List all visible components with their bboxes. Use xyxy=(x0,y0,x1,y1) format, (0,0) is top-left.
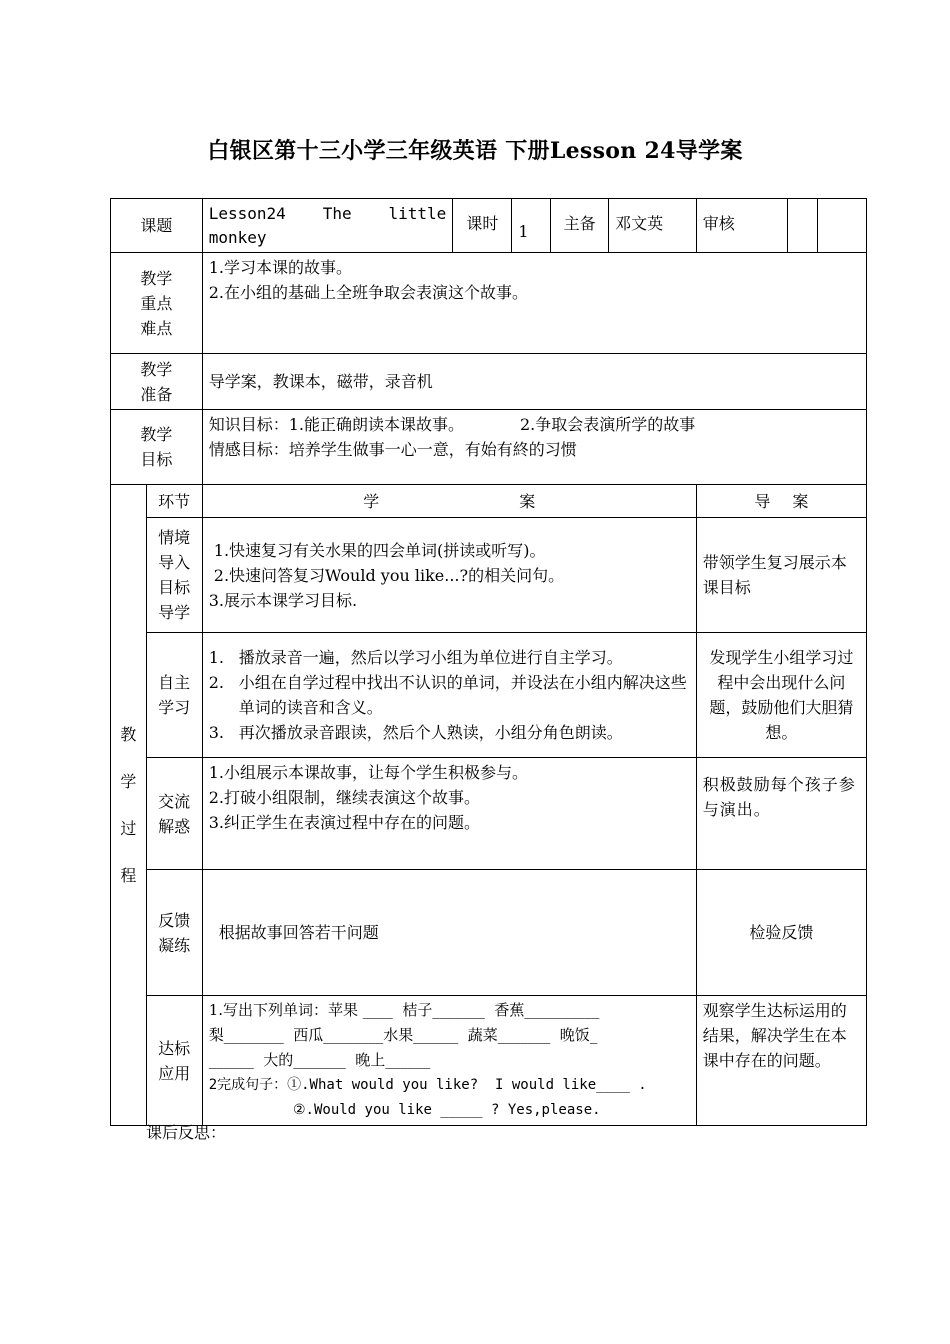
stage-header: 环节 xyxy=(146,485,202,518)
preparer-label: 主备 xyxy=(551,199,609,253)
process-header-row xyxy=(111,485,867,518)
guide-cell: 积极鼓励每个孩子参与演出。 xyxy=(696,758,866,870)
process-row xyxy=(111,870,867,996)
focus-row xyxy=(111,253,867,354)
process-row xyxy=(111,518,867,633)
plan-cell: 根据故事回答若干问题 xyxy=(202,870,696,996)
process-side-label: 教 学 过 程 xyxy=(111,485,147,1126)
prep-label: 教学 准备 xyxy=(111,354,203,410)
period-value: 1 xyxy=(512,199,551,253)
plan-cell: 1.写出下列单词：苹果 ____ 桔子_______ 香蕉__________ 梨________ 西瓜________水果______ 蔬菜_______ 晚饭_ ______ 大的_______ 晚上______ 2完成句子：①.What would you like? I would like____ . ②.Would you like _____ ? Yes,please. xyxy=(202,996,696,1126)
guide-header: 导 案 xyxy=(696,485,866,518)
review-label: 审核 xyxy=(696,199,788,253)
plan-header: 学 案 xyxy=(202,485,696,518)
list-item: 3. 再次播放录音跟读，然后个人熟读，小组分角色朗读。 xyxy=(208,723,623,742)
list-item: 1. 播放录音一遍，然后以学习小组为单位进行自主学习。 xyxy=(208,648,623,667)
process-row xyxy=(111,758,867,870)
focus-content: 1.学习本课的故事。 2.在小组的基础上全班争取会表演这个故事。 xyxy=(202,253,866,354)
lesson-plan-table xyxy=(110,198,867,1126)
plan-cell xyxy=(202,633,696,758)
prep-row xyxy=(111,354,867,410)
prep-content: 导学案，教课本，磁带，录音机 xyxy=(202,354,866,410)
process-row xyxy=(111,633,867,758)
page-title: 白银区第十三小学三年级英语 下册Lesson 24导学案 xyxy=(207,138,743,164)
review-cell-2 xyxy=(818,199,867,253)
period-label: 课时 xyxy=(453,199,512,253)
plan-cell: 1.小组展示本课故事，让每个学生积极参与。 2.打破小组限制，继续表演这个故事。 3.纠正学生在表演过程中存在的问题。 xyxy=(202,758,696,870)
topic-value: Lesson24 The little monkey xyxy=(202,199,453,253)
stage-cell: 达标 应用 xyxy=(146,996,202,1126)
guide-cell: 带领学生复习展示本课目标 xyxy=(696,518,866,633)
goals-label: 教学 目标 xyxy=(111,410,203,485)
after-class-reflection: 课后反思： xyxy=(146,1123,227,1142)
topic-row xyxy=(111,199,867,253)
focus-label: 教学 重点 难点 xyxy=(111,253,203,354)
list-item: 2. 小组在自学过程中找出不认识的单词，并设法在小组内解决这些单词的读音和含义。 xyxy=(208,673,687,717)
guide-cell: 检验反馈 xyxy=(696,870,866,996)
stage-cell: 情境 导入 目标 导学 xyxy=(146,518,202,633)
goals-row xyxy=(111,410,867,485)
stage-cell: 交流 解惑 xyxy=(146,758,202,870)
process-row xyxy=(111,996,867,1126)
review-cell-1 xyxy=(788,199,818,253)
topic-label: 课题 xyxy=(111,199,203,253)
goals-content: 知识目标：1.能正确朗读本课故事。 2.争取会表演所学的故事 情感目标：培养学生做事一心一意，有始有終的习惯 xyxy=(202,410,866,485)
stage-cell: 自主 学习 xyxy=(146,633,202,758)
preparer-value: 邓文英 xyxy=(609,199,697,253)
guide-cell: 观察学生达标运用的结果，解决学生在本课中存在的问题。 xyxy=(696,996,866,1126)
plan-cell: 1.快速复习有关水果的四会单词(拼读或听写)。 2.快速问答复习Would you like...?的相关问句。 3.展示本课学习目标. xyxy=(202,518,696,633)
stage-cell: 反馈 凝练 xyxy=(146,870,202,996)
guide-cell: 发现学生小组学习过程中会出现什么问题，鼓励他们大胆猜想。 xyxy=(696,633,866,758)
